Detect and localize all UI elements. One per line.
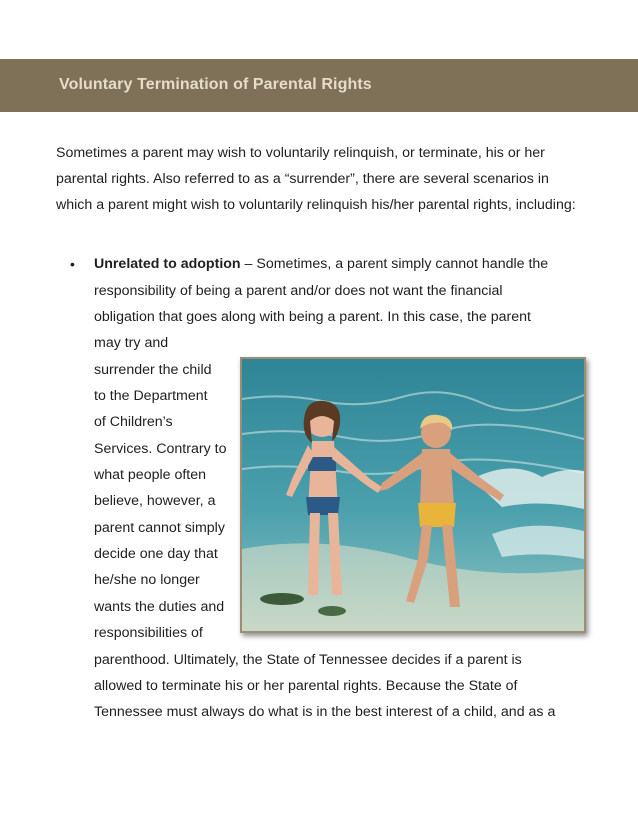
beach-children-photo xyxy=(240,357,586,633)
bullet-line: to the Department xyxy=(94,388,208,404)
section-title: Voluntary Termination of Parental Rights xyxy=(59,76,372,93)
bullet-line: parenthood. Ultimately, the State of Tennessee decides if a parent is xyxy=(94,652,522,668)
bullet-line: responsibilities of xyxy=(94,625,203,641)
bullet-line: responsibility of being a parent and/or does not want the financial xyxy=(94,283,503,299)
bullet-line: may try and xyxy=(94,335,169,351)
bullet-line: Services. Contrary to xyxy=(94,441,227,457)
bullet-line: parent cannot simply xyxy=(94,520,225,536)
bullet-line: of Children’s xyxy=(94,414,173,430)
bullet-line: believe, however, a xyxy=(94,493,216,509)
bullet-line: what people often xyxy=(94,467,207,483)
intro-paragraph: Sometimes a parent may wish to voluntarily relinquish, or terminate, his or her parental rights. Also referred to as a “surrender”, there are several scenarios in which a parent might wish to voluntarily relinquish his/her parental rights, including: xyxy=(56,145,576,213)
bullet-dot: • xyxy=(70,256,75,272)
bullet-heading: Unrelated to adoption xyxy=(94,256,241,272)
bullet-line: wants the duties and xyxy=(94,599,225,615)
bullet-line: Tennessee must always do what is in the best interest of a child, and as a xyxy=(94,704,556,720)
bullet-line: he/she no longer xyxy=(94,572,200,588)
bullet-line: obligation that goes along with being a parent. In this case, the parent xyxy=(94,309,531,325)
bullet-line: allowed to terminate his or her parental rights. Because the State of xyxy=(94,678,518,694)
bullet-line-text: – Sometimes, a parent simply cannot handle the xyxy=(240,256,549,272)
bullet-line xyxy=(94,256,548,272)
bullet-line: surrender the child xyxy=(94,362,212,378)
section-header-banner xyxy=(0,59,638,112)
bullet-line: decide one day that xyxy=(94,546,218,562)
